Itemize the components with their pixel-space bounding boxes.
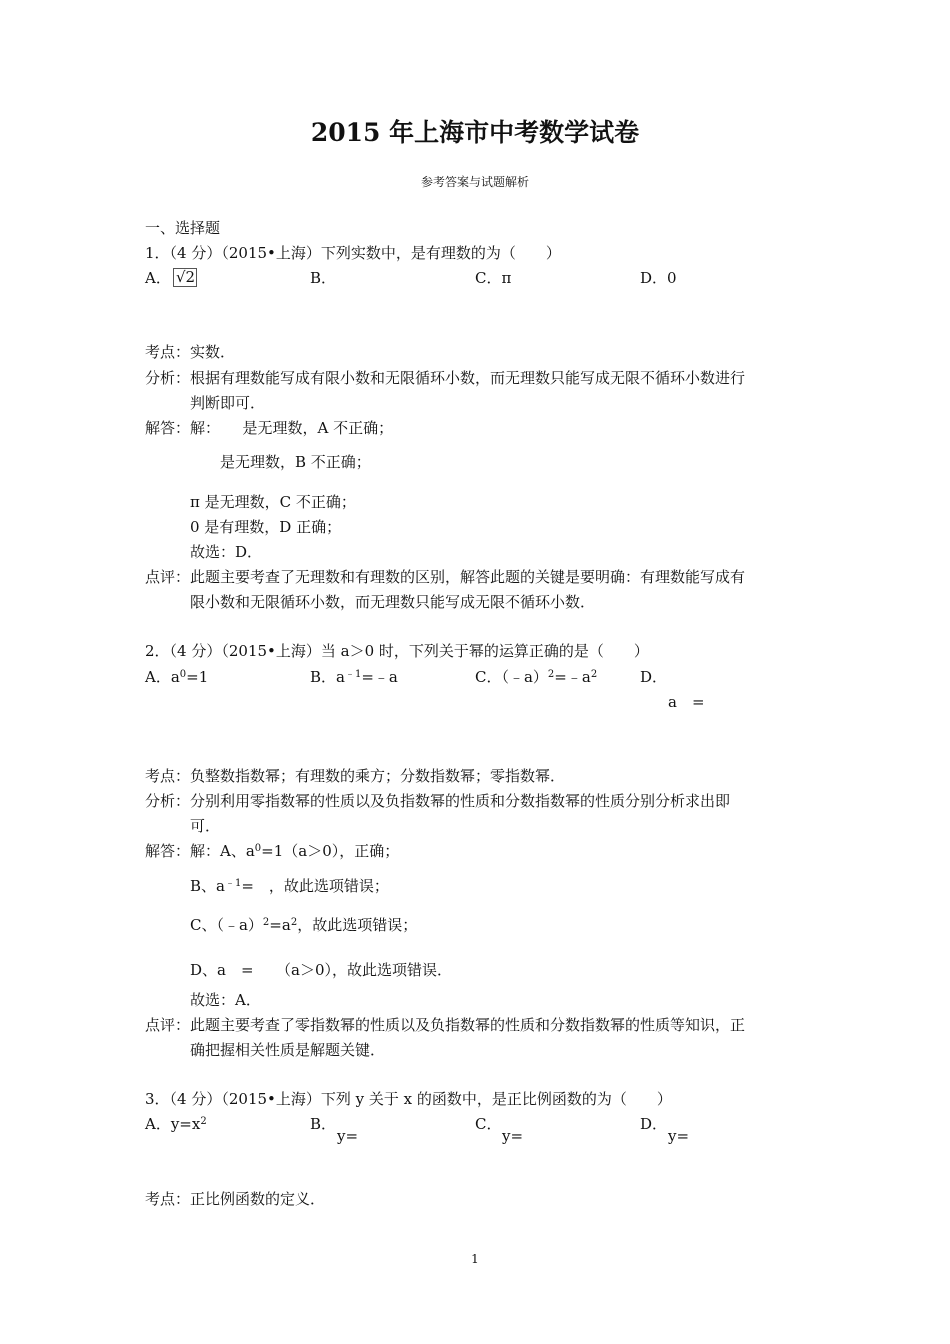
q3-option-c: C．	[475, 1115, 502, 1133]
q1-jieda-line5: 故选：D．	[190, 543, 263, 561]
q2-fenxi-line1: 分析：分别利用零指数幂的性质以及负指数幂的性质和分数指数幂的性质分别分析求出即	[145, 792, 731, 810]
q2-stem: 2．（4 分）（2015•上海）当 a＞0 时，下列关于幂的运算正确的是（ ）	[145, 642, 649, 660]
q2-jieda-line3: C、$(﹣a)^2=a^2$，故此选项错误；	[190, 916, 418, 934]
q1-jieda-line1: 解答：解： 是无理数，A 不正确；	[145, 419, 394, 437]
q2-option-a: A．$a^0=1$	[145, 668, 209, 686]
q2-kaodian: 考点：负整数指数幂；有理数的乘方；分数指数幂；零指数幂．	[145, 767, 566, 785]
q1-jieda-line4: 0 是有理数，D 正确；	[190, 518, 342, 536]
q2-jieda-line2: B、$a^{﹣1}=$ ，故此选项错误；	[190, 877, 389, 895]
q1-option-a-math: √2	[173, 268, 197, 287]
q1-fenxi-line2: 判断即可．	[190, 394, 266, 412]
q3-option-c-expression: y=	[502, 1127, 524, 1145]
q3-kaodian: 考点：正比例函数的定义．	[145, 1190, 326, 1208]
page-number: 1	[471, 1252, 479, 1266]
q2-dianping-line2: 确把握相关性质是解题关键．	[190, 1041, 386, 1059]
q3-option-a: A．$y=x^2$	[145, 1115, 207, 1133]
q1-option-b: B．	[310, 269, 337, 287]
q2-fenxi-line2: 可．	[190, 817, 221, 835]
page-title: 2015 年上海市中考数学试卷	[310, 118, 640, 147]
q1-dianping-line1: 点评：此题主要考查了无理数和有理数的区别，解答此题的关键是要明确：有理数能写成有	[145, 568, 746, 586]
q3-stem: 3．（4 分）（2015•上海）下列 y 关于 x 的函数中，是正比例函数的为（ ）	[145, 1090, 672, 1108]
q1-option-d: D．0	[640, 269, 677, 287]
q2-option-d-expression: a =	[668, 693, 705, 711]
q1-kaodian: 考点：实数．	[145, 343, 236, 361]
q2-jieda-line1: 解答：解：A、$a^0=1(a>0)$，正确；	[145, 842, 400, 860]
q3-option-d-expression: y=	[668, 1127, 690, 1145]
q1-jieda-line3: π 是无理数，C 不正确；	[190, 493, 356, 511]
q1-jieda-line2: 是无理数，B 不正确；	[220, 453, 371, 471]
q2-option-b: B．$a^{﹣1}=﹣a$	[310, 668, 398, 686]
q1-option-a: A．	[145, 269, 171, 287]
section-heading: 一、选择题	[145, 219, 221, 237]
q3-option-d: D．	[640, 1115, 668, 1133]
q2-jieda-line5: 故选：A．	[190, 991, 261, 1009]
q1-dianping-line2: 限小数和无限循环小数，而无理数只能写成无限不循环小数．	[190, 593, 596, 611]
q2-option-d: D．	[640, 668, 668, 686]
q3-option-b-expression: y=	[337, 1127, 359, 1145]
q1-stem: 1．（4 分）（2015•上海）下列实数中，是有理数的为（ ）	[145, 244, 561, 262]
q2-option-c: C．$(﹣a)^2=﹣a^2$	[475, 668, 598, 686]
q2-dianping-line1: 点评：此题主要考查了零指数幂的性质以及负指数幂的性质和分数指数幂的性质等知识，正	[145, 1016, 746, 1034]
page-subtitle: 参考答案与试题解析	[420, 175, 529, 189]
q1-fenxi-line1: 分析：根据有理数能写成有限小数和无限循环小数，而无理数只能写成无限不循环小数进行	[145, 369, 746, 387]
q3-option-b: B．	[310, 1115, 337, 1133]
q2-jieda-line4: D、a = （a＞0），故此选项错误．	[190, 961, 453, 979]
q1-option-c: C．π	[475, 269, 512, 287]
